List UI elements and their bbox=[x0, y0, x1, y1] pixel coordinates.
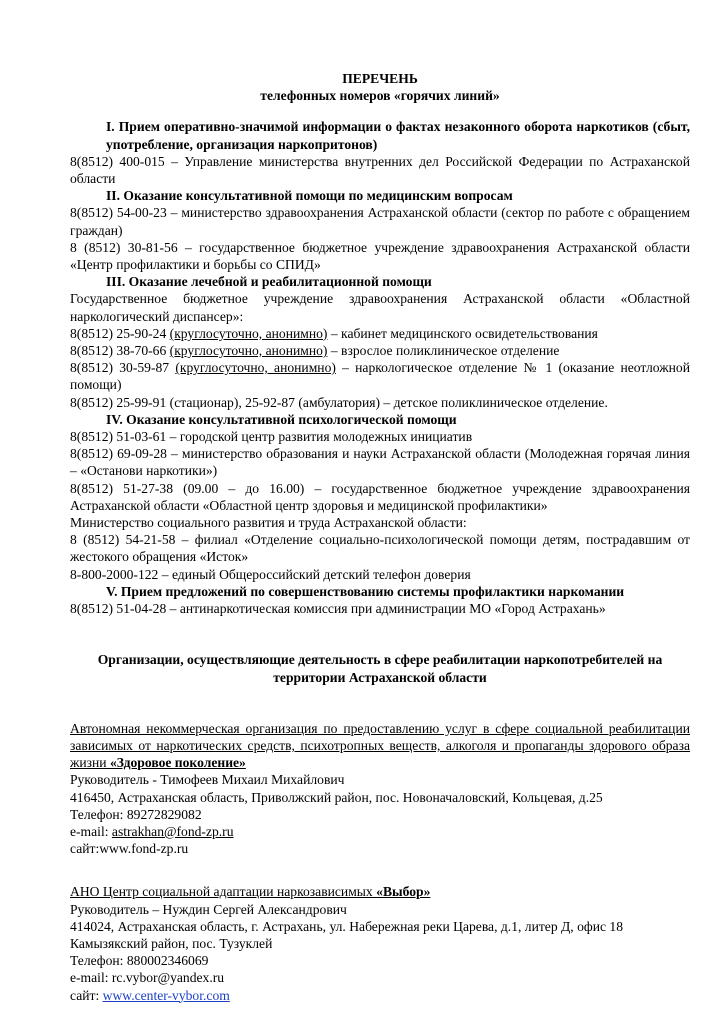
org-2-head: Руководитель – Нуждин Сергей Александрович bbox=[70, 901, 347, 917]
section-2-line-1: 8(8512) 54-00-23 – министерство здравоохранения Астраханской области (сектор по работе с обращением граждан) bbox=[70, 205, 690, 238]
org-2-email: e-mail: rc.vybor@yandex.ru bbox=[70, 970, 225, 986]
section-5-heading: V. Прием предложений по совершенствованию системы профилактики наркомании bbox=[106, 583, 625, 599]
section-5-line-1: 8(8512) 51-04-28 – антинаркотическая комиссия при администрации МО «Город Астрахань» bbox=[70, 601, 606, 617]
org-1-name: Автономная некоммерческая организация по предоставлению услуг в сфере социальной реабилитации зависимых от наркотических средств, психотропных веществ, алкоголя и пропаганды здорового образа жизни «Здоровое поколение» bbox=[70, 720, 690, 771]
section-3-intro: Государственное бюджетное учреждение здравоохранения Астраханской области «Областной наркологический диспансер»: bbox=[70, 291, 690, 324]
org-1-email-link[interactable]: astrakhan@fond-zp.ru bbox=[111, 823, 234, 839]
section-4-line-2: 8(8512) 69-09-28 – министерство образования и науки Астраханской области (Молодежная горячая линия – «Останови наркотики») bbox=[70, 446, 690, 479]
section-4-heading: IV. Оказание консультативной психологической помощи bbox=[106, 411, 457, 427]
section-4-line-5: 8 (8512) 54-21-58 – филиал «Отделение социально-психологической помощи детям, пострадавшим от жестокого обращения «Исток» bbox=[70, 532, 690, 565]
organizations-title: Организации, осуществляющие деятельность в сфере реабилитации наркопотребителей на территории Астраханской области bbox=[97, 652, 663, 685]
section-2-heading: II. Оказание консультативной помощи по медицинским вопросам bbox=[106, 188, 513, 204]
section-3-heading: III. Оказание лечебной и реабилитационной помощи bbox=[106, 274, 432, 290]
org-1-site: сайт:www.fond-zp.ru bbox=[70, 841, 189, 857]
section-2-line-2: 8 (8512) 30-81-56 – государственное бюджетное учреждение здравоохранения Астраханской области «Центр профилактики и борьбы со СПИД» bbox=[70, 239, 690, 273]
section-4-line-6: 8-800-2000-122 – единый Общероссийский детский телефон доверия bbox=[70, 566, 471, 582]
org-2-site-link[interactable]: www.center-vybor.com bbox=[102, 987, 230, 1003]
section-4-line-4: Министерство социального развития и труда Астраханской области: bbox=[70, 515, 467, 531]
section-3-line-4: 8(8512) 25-99-91 (стационар), 25-92-87 (амбулатория) – детское поликлиническое отделение. bbox=[70, 394, 608, 410]
page-title: ПЕРЕЧЕНЬ bbox=[342, 71, 418, 86]
page-subtitle: телефонных номеров «горячих линий» bbox=[260, 88, 500, 104]
org-1-head: Руководитель - Тимофеев Михаил Михайлович bbox=[70, 772, 345, 788]
org-2-name: АНО Центр социальной адаптации наркозависимых «Выбор» bbox=[70, 884, 431, 900]
document-content bbox=[70, 70, 690, 1004]
section-1-heading: I. Прием оперативно-значимой информации о фактах незаконного оборота наркотиков (сбыт, употребление, организация наркопритонов) bbox=[106, 119, 690, 152]
org-2-site: сайт: www.center-vybor.com bbox=[70, 987, 230, 1003]
org-1-address: 416450, Астраханская область, Приволжский район, пос. Новоначаловский, Кольцевая, д.25 bbox=[70, 789, 603, 805]
section-3-line-1: 8(8512) 25-90-24 (круглосуточно, анонимно) – кабинет медицинского освидетельствования bbox=[70, 325, 598, 341]
section-1-line-1: 8(8512) 400-015 – Управление министерства внутренних дел Российской Федерации по Астраханской области bbox=[70, 153, 690, 187]
org-1-email: e-mail: astrakhan@fond-zp.ru bbox=[70, 823, 234, 839]
org-2-address: 414024, Астраханская область, г. Астрахань, ул. Набережная реки Царева, д.1, литер Д, офис 18 Камызякский район, пос. Тузуклей bbox=[70, 918, 623, 951]
section-3-line-2: 8(8512) 38-70-66 (круглосуточно, анонимно) – взрослое поликлиническое отделение bbox=[70, 343, 560, 359]
org-2-phone: Телефон: 880002346069 bbox=[70, 953, 209, 969]
org-1-phone: Телефон: 89272829082 bbox=[70, 806, 202, 822]
section-3-line-3: 8(8512) 30-59-87 (круглосуточно, анонимно) – наркологическое отделение № 1 (оказание неотложной помощи) bbox=[70, 360, 690, 393]
section-4-line-3: 8(8512) 51-27-38 (09.00 – до 16.00) – государственное бюджетное учреждение здравоохранения Астраханской области «Областной центр здоровья и медицинской профилактики» bbox=[70, 480, 690, 513]
organization-1 bbox=[70, 720, 690, 858]
section-4-line-1: 8(8512) 51-03-61 – городской центр развития молодежных инициатив bbox=[70, 429, 473, 445]
organization-2 bbox=[70, 883, 690, 1003]
